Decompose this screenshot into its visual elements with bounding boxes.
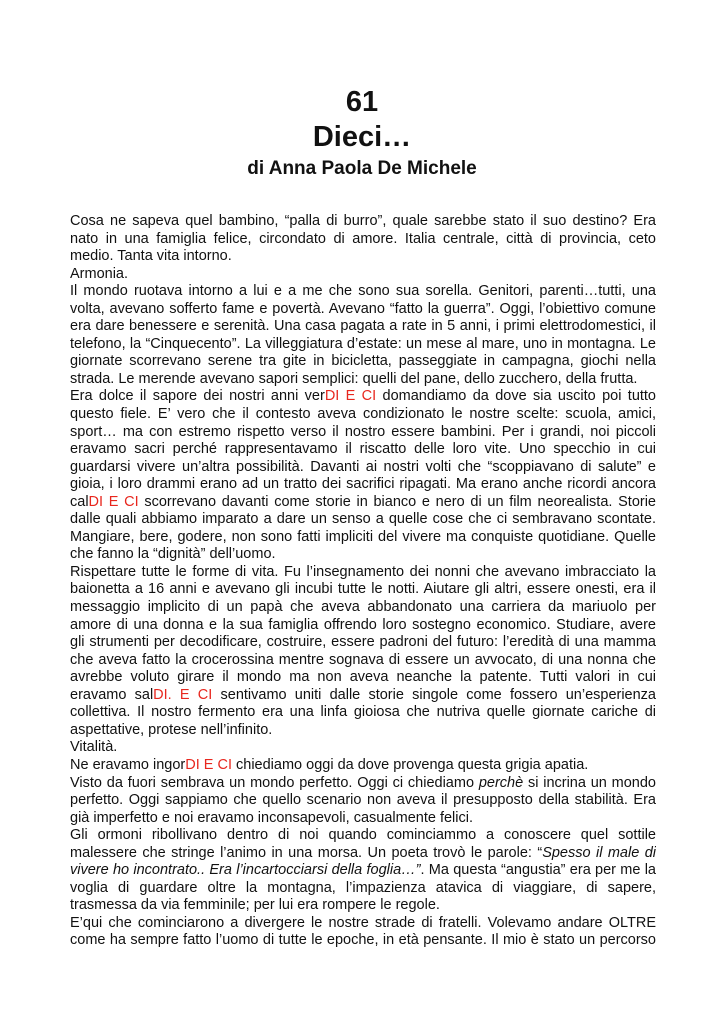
text-segment: avrebbe voluto girare il mondo ma non aveva neanche la patente. Tutti valori in cui xyxy=(70,669,656,686)
text-line xyxy=(70,459,656,477)
text-line xyxy=(70,880,656,898)
text-segment: . Ma questa “angustia” era per me la xyxy=(420,862,656,879)
text-segment: eravamo sacri perché rappresentavamo il riscatto delle loro vite. Uno specchio in cui xyxy=(70,441,656,458)
text-segment: scorrevano davanti come storie in bianco e nero di un film neorealista. Storie xyxy=(138,493,656,510)
text-line xyxy=(70,915,656,933)
text-segment: Ne eravamo ingor xyxy=(70,756,186,773)
text-segment: guardarsi vivere un’altra possibilità. Davanti ai nostri volti che “scoppiavano di salute” e xyxy=(70,458,656,475)
text-segment: Cosa ne sapeva quel bambino, “palla di burro”, quale sarebbe stato il suo destino? Era xyxy=(70,213,656,229)
text-line xyxy=(70,897,656,915)
text-segment: Era dolce il sapore dei nostri anni ver xyxy=(70,388,325,405)
text-segment: gioia, i loro drammi erano ad un tratto dei sacrifici ripagati. Ma erano anche ricordi ancora xyxy=(70,476,656,493)
text-segment: amore di una donna e la sua famiglia offrendo loro sostegno economico. Studiare, avere xyxy=(70,616,656,633)
text-line xyxy=(70,687,656,705)
text-line xyxy=(70,722,656,740)
italic-text: Spesso il male di xyxy=(542,844,656,861)
text-line xyxy=(70,810,656,828)
text-line xyxy=(70,529,656,547)
text-line xyxy=(70,494,656,512)
text-line xyxy=(70,353,656,371)
text-segment: voglia di guardare oltre la montagna, l’impazienza atavica di viaggiare, di sapere, xyxy=(70,879,656,896)
text-segment: sport… ma con estremo rispetto verso il nostro essere bambini. Per i grandi, noi piccoli xyxy=(70,423,656,440)
text-line xyxy=(70,757,656,775)
text-line xyxy=(70,511,656,529)
text-segment: Mangiare, bere, godere, non sono fatti impliciti del vivere ma conquiste quotidiane. Quelle xyxy=(70,528,656,545)
highlight-text: DI E CI xyxy=(88,493,139,510)
text-segment: eravamo sal xyxy=(70,686,154,703)
text-segment: Gli ormoni ribollivano dentro di noi quando cominciammo a conoscere quel sottile xyxy=(70,827,656,844)
text-segment: già imperfetto e noi eravamo inconsapevoli, casualmente felici. xyxy=(70,809,473,826)
italic-text: perchè xyxy=(478,774,524,791)
text-line xyxy=(70,581,656,599)
text-segment: baionetta a 16 anni e avevano gli incubi tutte le notti. Aiutare gli altri, essere onesti, era il xyxy=(70,581,656,598)
chapter-author: di Anna Paola De Michele xyxy=(247,158,477,179)
text-line xyxy=(70,318,656,336)
text-line xyxy=(70,546,656,564)
text-line xyxy=(70,599,656,617)
body-text xyxy=(70,213,656,950)
text-line xyxy=(70,652,656,670)
text-line xyxy=(70,213,656,231)
text-line xyxy=(70,739,656,757)
text-line xyxy=(70,617,656,635)
text-segment: sentivamo uniti dalle storie singole come fossero un’esperienza xyxy=(212,686,656,703)
text-line xyxy=(70,371,656,389)
text-line xyxy=(70,827,656,845)
text-segment: messaggio implicito di un papà che aveva abbandonato una carriera da mariuolo per xyxy=(70,599,656,616)
text-line xyxy=(70,248,656,266)
text-line xyxy=(70,424,656,442)
text-segment: come ha sempre fatto l’uomo di tutte le epoche, in età pensante. Il mio è stato un percorso xyxy=(70,932,656,949)
text-segment: strada. Le merende avevano sapori semplici: quelli del pane, dello zucchero, della frutta. xyxy=(70,370,638,387)
text-segment: collettiva. Il nostro fermento era una linfa gioiosa che nutriva quelle giornate cariche di xyxy=(70,704,656,721)
text-segment: gli strumenti per decodificare, costruire, essere padroni del futuro: l’eredità di una mamma xyxy=(70,634,656,651)
text-line xyxy=(70,301,656,319)
text-segment: trasmessa da via femminile; per lui era rompere le regole. xyxy=(70,897,440,914)
text-segment: perfetto. Oggi sappiamo che quello scenario non aveva il presupposto della stabilità. Era xyxy=(70,792,656,809)
text-line xyxy=(70,704,656,722)
text-segment: volta, avevano sofferto fame e povertà. Avevano “fatto la guerra”. Oggi, l’obiettivo comune xyxy=(70,300,656,317)
text-segment: si incrina un mondo xyxy=(523,774,656,791)
text-segment: Rispettare tutte le forme di vita. Fu l’insegnamento dei nonni che avevano imbracciato la xyxy=(70,563,656,580)
text-line xyxy=(70,564,656,582)
text-segment: Vitalità. xyxy=(70,739,118,756)
text-segment: che fanno la “dignità” dell’uomo. xyxy=(70,546,276,563)
highlight-text: DI E CI xyxy=(185,756,232,773)
text-segment: Il mondo ruotava intorno a lui e a me che sono sua sorella. Genitori, parenti…tutti, una xyxy=(70,283,656,300)
text-line xyxy=(70,862,656,880)
chapter-title: Dieci… xyxy=(312,121,412,153)
text-line xyxy=(70,932,656,950)
text-line xyxy=(70,476,656,494)
text-line xyxy=(70,845,656,863)
text-segment: chiediamo oggi da dove provenga questa grigia apatia. xyxy=(231,756,589,773)
highlight-text: DI E CI xyxy=(324,388,377,405)
italic-text: vivere ho incontrato.. Era l’incartocciarsi della foglia…” xyxy=(70,862,421,879)
text-line xyxy=(70,336,656,354)
chapter-number: 61 xyxy=(345,86,379,118)
text-line xyxy=(70,406,656,424)
highlight-text: DI. E CI xyxy=(153,686,213,703)
text-segment: giornate scorrevano serene tra gite in bicicletta, passeggiate in campagna, giochi nella xyxy=(70,353,656,370)
text-segment: dalle quali abbiamo imparato a dare un senso a quelle cose che ci sembravano scontate. xyxy=(70,511,656,528)
text-line xyxy=(70,792,656,810)
text-segment: malessere che stringe l’animo in una morsa. Un poeta trovò le parole: “ xyxy=(70,844,543,861)
text-segment: che aveva fatto la crocerossina mentre sognava di essere un avvocato, di una nonna che xyxy=(70,651,656,668)
text-line xyxy=(70,441,656,459)
text-segment: cal xyxy=(70,493,89,510)
text-line xyxy=(70,775,656,793)
text-segment: era dare benessere e serenità. Una casa pagata a rate in 5 anni, i primi elettrodomestici, il xyxy=(70,318,656,335)
text-line xyxy=(70,266,656,284)
text-segment: aspettative, protese nell’infinito. xyxy=(70,721,273,738)
text-segment: questo fiele. E’ vero che il contesto aveva condizionato le nostre scelte: scuola, amici, xyxy=(70,406,656,423)
text-segment: domandiamo da dove sia uscito poi tutto xyxy=(376,388,656,405)
text-line xyxy=(70,634,656,652)
text-segment: Armonia. xyxy=(70,265,129,282)
text-segment: telefono, la “Cinquecento”. La villeggiatura d’estate: un mese al mare, uno in montagna. Le xyxy=(70,335,656,352)
text-line xyxy=(70,231,656,249)
text-segment: E’qui che cominciarono a divergere le nostre strade di fratelli. Volevamo andare OLTRE xyxy=(70,914,656,931)
text-line xyxy=(70,283,656,301)
text-segment: nato in una famiglia felice, circondato di amore. Italia centrale, città di provincia, ceto xyxy=(70,230,656,247)
text-line xyxy=(70,669,656,687)
text-line xyxy=(70,388,656,406)
text-segment: Visto da fuori sembrava un mondo perfetto. Oggi ci chiediamo xyxy=(70,774,479,791)
text-segment: medio. Tanta vita intorno. xyxy=(70,248,232,265)
